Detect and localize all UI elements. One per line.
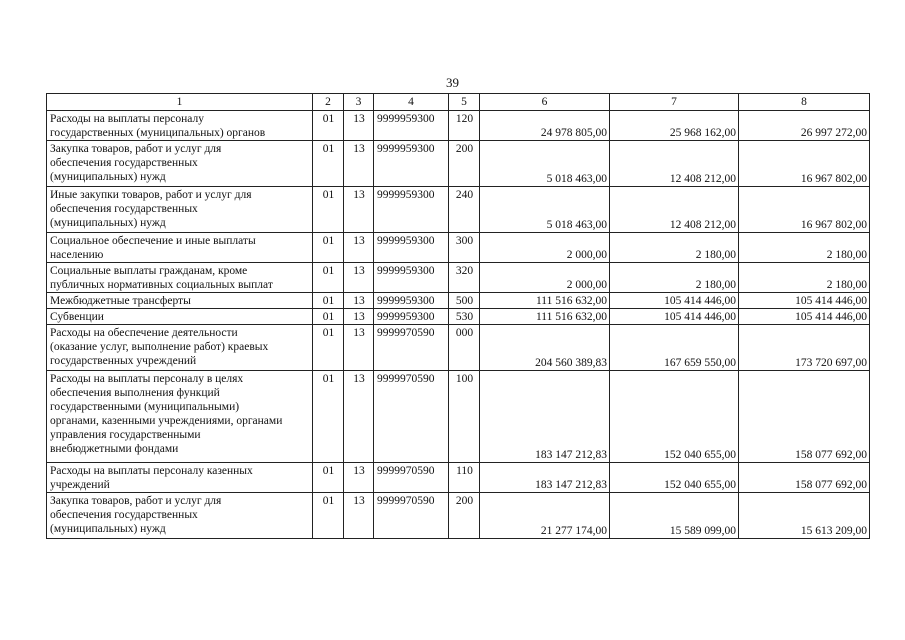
expense-name-line: государственных (муниципальных) органов [50,127,266,139]
expense-type-cell: 200 [449,141,480,187]
expense-name-line: учреждений [50,479,110,491]
expense-type-cell: 110 [449,463,480,493]
subsection-code-cell: 13 [344,293,374,309]
expense-name-line: внебюджетными фондами [50,443,179,455]
target-article-cell: 9999959300 [374,187,449,233]
table-row [47,263,870,293]
amount-col6-cell: 2 000,00 [480,263,610,293]
expense-name-line: обеспечения выполнения функций [50,387,220,399]
amount-col7-cell: 2 180,00 [610,263,739,293]
table-header-row [47,94,870,111]
expense-type-cell: 120 [449,111,480,141]
amount-col7-cell: 167 659 550,00 [610,325,739,371]
expense-name-cell [47,141,313,187]
table-row [47,463,870,493]
amount-col6-cell: 5 018 463,00 [480,141,610,187]
expense-name-line: Социальные выплаты гражданам, кроме [50,265,248,277]
amount-col8-cell: 26 997 272,00 [739,111,870,141]
amount-col6-cell: 111 516 632,00 [480,293,610,309]
section-code-cell: 01 [313,141,344,187]
subsection-code-cell: 13 [344,493,374,539]
amount-col6-cell: 2 000,00 [480,233,610,263]
expense-type-cell: 200 [449,493,480,539]
expense-name-line: Субвенции [50,311,104,323]
table-row [47,187,870,233]
expense-name-line: (муниципальных) нужд [50,523,166,535]
column-header: 7 [610,94,739,111]
target-article-cell: 9999959300 [374,293,449,309]
target-article-cell: 9999970590 [374,325,449,371]
page-number: 39 [446,75,459,90]
expense-name-line: Социальное обеспечение и иные выплаты [50,235,256,247]
column-header: 3 [344,94,374,111]
expense-name-cell [47,233,313,263]
amount-col7-cell: 25 968 162,00 [610,111,739,141]
section-code-cell: 01 [313,293,344,309]
column-header: 2 [313,94,344,111]
table-row [47,233,870,263]
amount-col8-cell: 173 720 697,00 [739,325,870,371]
target-article-cell: 9999959300 [374,141,449,187]
subsection-code-cell: 13 [344,141,374,187]
target-article-cell: 9999959300 [374,111,449,141]
section-code-cell: 01 [313,187,344,233]
section-code-cell: 01 [313,325,344,371]
subsection-code-cell: 13 [344,371,374,463]
amount-col8-cell: 105 414 446,00 [739,293,870,309]
amount-col7-cell: 15 589 099,00 [610,493,739,539]
table-row [47,493,870,539]
expense-name-cell [47,309,313,325]
expense-name-line: органами, казенными учреждениями, органами [50,415,283,427]
expense-name-cell [47,325,313,371]
amount-col6-cell: 183 147 212,83 [480,463,610,493]
expense-name-line: Расходы на выплаты персоналу в целях [50,373,244,385]
column-header: 6 [480,94,610,111]
target-article-cell: 9999959300 [374,309,449,325]
expense-type-cell: 530 [449,309,480,325]
amount-col7-cell: 152 040 655,00 [610,371,739,463]
table-row [47,371,870,463]
amount-col7-cell: 12 408 212,00 [610,141,739,187]
column-header: 5 [449,94,480,111]
expense-name-line: публичных нормативных социальных выплат [50,279,273,291]
expense-type-cell: 320 [449,263,480,293]
amount-col7-cell: 105 414 446,00 [610,293,739,309]
amount-col6-cell: 24 978 805,00 [480,111,610,141]
target-article-cell: 9999959300 [374,233,449,263]
expense-name-line: обеспечения государственных [50,509,198,521]
expense-type-cell: 240 [449,187,480,233]
section-code-cell: 01 [313,493,344,539]
amount-col8-cell: 16 967 802,00 [739,141,870,187]
expense-name-line: Расходы на обеспечение деятельности [50,327,238,339]
amount-col7-cell: 105 414 446,00 [610,309,739,325]
expense-name-line: Расходы на выплаты персоналу казенных [50,465,253,477]
amount-col6-cell: 111 516 632,00 [480,309,610,325]
amount-col6-cell: 204 560 389,83 [480,325,610,371]
column-header: 1 [47,94,313,111]
section-code-cell: 01 [313,309,344,325]
amount-col8-cell: 15 613 209,00 [739,493,870,539]
expense-name-cell [47,187,313,233]
section-code-cell: 01 [313,263,344,293]
amount-col8-cell: 158 077 692,00 [739,463,870,493]
expense-name-cell [47,371,313,463]
table-body [47,111,870,539]
expense-type-cell: 100 [449,371,480,463]
amount-col8-cell: 158 077 692,00 [739,371,870,463]
amount-col8-cell: 105 414 446,00 [739,309,870,325]
expense-name-cell [47,111,313,141]
amount-col6-cell: 183 147 212,83 [480,371,610,463]
target-article-cell: 9999970590 [374,463,449,493]
expense-name-line: Межбюджетные трансферты [50,295,191,307]
expense-name-line: (муниципальных) нужд [50,171,166,183]
expense-name-line: Иные закупки товаров, работ и услуг для [50,189,252,201]
expense-name-line: государственными (муниципальными) [50,401,240,413]
expense-type-cell: 300 [449,233,480,263]
amount-col6-cell: 5 018 463,00 [480,187,610,233]
expense-type-cell: 000 [449,325,480,371]
expense-name-line: населению [50,249,104,261]
expense-name-line: (оказание услуг, выполнение работ) краевых [50,341,269,353]
subsection-code-cell: 13 [344,233,374,263]
expense-name-cell [47,293,313,309]
subsection-code-cell: 13 [344,309,374,325]
amount-col6-cell: 21 277 174,00 [480,493,610,539]
expense-name-cell [47,463,313,493]
budget-table [46,93,870,539]
subsection-code-cell: 13 [344,187,374,233]
amount-col8-cell: 2 180,00 [739,263,870,293]
expense-name-line: Закупка товаров, работ и услуг для [50,143,222,155]
expense-name-line: (муниципальных) нужд [50,217,166,229]
amount-col7-cell: 152 040 655,00 [610,463,739,493]
amount-col8-cell: 16 967 802,00 [739,187,870,233]
subsection-code-cell: 13 [344,325,374,371]
expense-name-line: Закупка товаров, работ и услуг для [50,495,222,507]
target-article-cell: 9999970590 [374,371,449,463]
subsection-code-cell: 13 [344,463,374,493]
amount-col8-cell: 2 180,00 [739,233,870,263]
amount-col7-cell: 2 180,00 [610,233,739,263]
section-code-cell: 01 [313,233,344,263]
section-code-cell: 01 [313,371,344,463]
expense-type-cell: 500 [449,293,480,309]
expense-name-line: Расходы на выплаты персоналу [50,113,204,125]
target-article-cell: 9999970590 [374,493,449,539]
table-row [47,325,870,371]
target-article-cell: 9999959300 [374,263,449,293]
table-row [47,111,870,141]
expense-name-line: обеспечения государственных [50,157,198,169]
section-code-cell: 01 [313,463,344,493]
column-header: 4 [374,94,449,111]
table-row [47,309,870,325]
section-code-cell: 01 [313,111,344,141]
expense-name-cell [47,493,313,539]
subsection-code-cell: 13 [344,263,374,293]
column-header: 8 [739,94,870,111]
amount-col7-cell: 12 408 212,00 [610,187,739,233]
expense-name-line: государственных учреждений [50,355,197,367]
table-row [47,141,870,187]
table-row [47,293,870,309]
subsection-code-cell: 13 [344,111,374,141]
expense-name-cell [47,263,313,293]
expense-name-line: управления государственными [50,429,201,441]
expense-name-line: обеспечения государственных [50,203,198,215]
